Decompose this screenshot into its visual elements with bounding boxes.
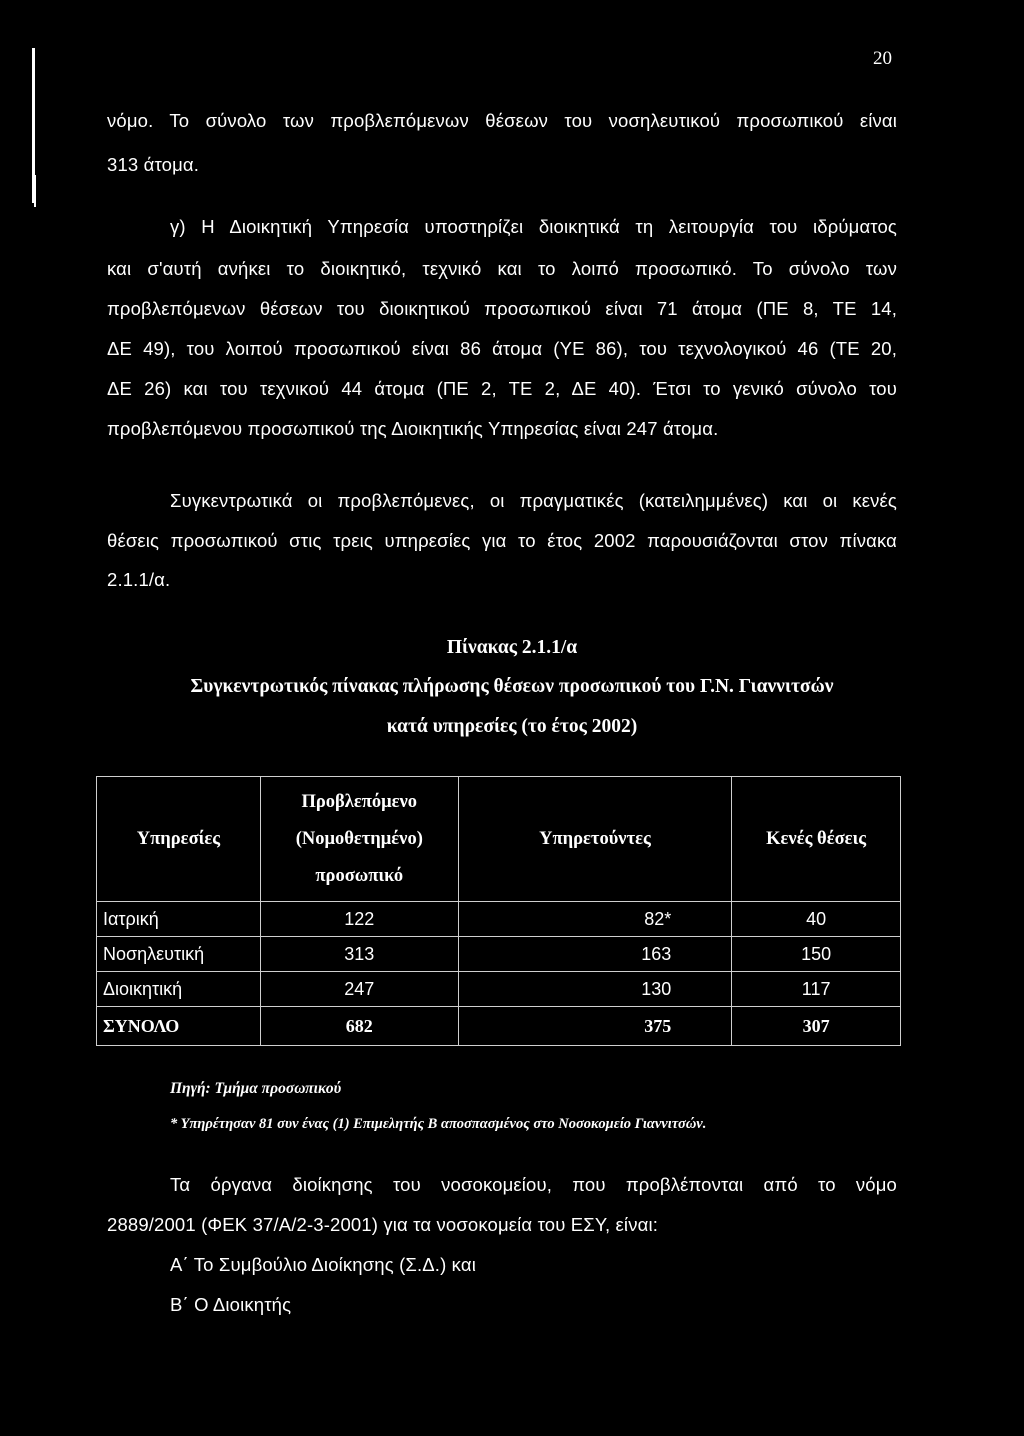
table-header-row (97, 777, 901, 902)
header-planned (260, 777, 458, 902)
paragraph-1-line-2: 313 άτομα. (107, 154, 200, 175)
header-serving: Υπηρετούντες (458, 777, 732, 902)
header-planned-line-2: (Νομοθετημένο) (295, 828, 423, 849)
cell-planned: 313 (260, 937, 458, 972)
table-total-row (97, 1007, 901, 1046)
cell-vacant: 40 (732, 902, 901, 937)
table-footnote: * Υπηρέτησαν 81 συν ένας (1) Επιμελητής Β αποσπασμένος στο Νοσοκομείο Γιαννιτσών. (170, 1116, 707, 1132)
closing-item-a: Α΄ Το Συμβούλιο Διοίκησης (Σ.Δ.) και (170, 1254, 476, 1275)
cell-total-vacant: 307 (732, 1007, 901, 1046)
cell-vacant: 150 (732, 937, 901, 972)
paragraph-3-line-2: θέσεις προσωπικού στις τρεις υπηρεσίες για το έτος 2002 παρουσιάζονται στον πίνακα (107, 530, 897, 551)
header-services: Υπηρεσίες (97, 777, 261, 902)
cell-service: Διοικητική (97, 972, 261, 1007)
table-label: Πίνακας 2.1.1/α (446, 637, 578, 658)
page-number: 20 (873, 48, 892, 69)
cell-service: Νοσηλευτική (97, 937, 261, 972)
closing-line-2: 2889/2001 (ΦΕΚ 37/Α/2-3-2001) για τα νοσοκομεία του ΕΣΥ, είναι: (107, 1214, 658, 1235)
table-source-note: Πηγή: Τμήμα προσωπικού (170, 1080, 342, 1097)
cell-serving: 130 (458, 972, 732, 1007)
cell-total-planned: 682 (260, 1007, 458, 1046)
cell-service: Ιατρική (97, 902, 261, 937)
cell-planned: 247 (260, 972, 458, 1007)
cell-total-label: ΣΥΝΟΛΟ (97, 1007, 261, 1046)
cell-vacant: 117 (732, 972, 901, 1007)
paragraph-2-line-4: ΔΕ 49), του λοιπού προσωπικού είναι 86 άτομα (ΥΕ 86), του τεχνολογικού 46 (ΤΕ 20, (107, 338, 897, 359)
paragraph-2-line-3: προβλεπόμενων θέσεων του διοικητικού προσωπικού είναι 71 άτομα (ΠΕ 8, ΤΕ 14, (107, 298, 897, 319)
staffing-table (96, 776, 901, 1046)
paragraph-2-line-2: και σ'αυτή ανήκει το διοικητικό, τεχνικό και το λοιπό προσωπικό. Το σύνολο των (107, 258, 897, 279)
cell-planned: 122 (260, 902, 458, 937)
table-title: Συγκεντρωτικός πίνακας πλήρωσης θέσεων προσωπικού του Γ.Ν. Γιαννιτσών (190, 676, 834, 697)
header-planned-line-1: Προβλεπόμενο (301, 791, 418, 812)
paragraph-2-line-5: ΔΕ 26) και του τεχνικού 44 άτομα (ΠΕ 2, ΤΕ 2, ΔΕ 40). Έτσι το γενικό σύνολο του (107, 378, 897, 399)
paragraph-2-line-6: προβλεπόμενου προσωπικού της Διοικητικής Υπηρεσίας είναι 247 άτομα. (107, 418, 719, 439)
paragraph-3-line-3: 2.1.1/α. (107, 569, 171, 590)
header-vacant: Κενές θέσεις (732, 777, 901, 902)
table-subtitle: κατά υπηρεσίες (το έτος 2002) (386, 716, 638, 737)
table-row (97, 937, 901, 972)
scan-edge-bar-bottom (34, 175, 36, 207)
paragraph-2-line-1: γ) Η Διοικητική Υπηρεσία υποστηρίζει διοικητικά τη λειτουργία του ιδρύματος (170, 216, 897, 237)
paragraph-3-line-1: Συγκεντρωτικά οι προβλεπόμενες, οι πραγματικές (κατειλημμένες) και οι κενές (170, 490, 897, 511)
table-row (97, 972, 901, 1007)
header-planned-line-3: προσωπικό (315, 865, 404, 886)
closing-item-b: Β΄ Ο Διοικητής (170, 1294, 292, 1315)
cell-total-serving: 375 (458, 1007, 732, 1046)
paragraph-1-line-1: νόμο. Το σύνολο των προβλεπόμενων θέσεων του νοσηλευτικού προσωπικού είναι (107, 110, 897, 131)
closing-line-1: Τα όργανα διοίκησης του νοσοκομείου, που προβλέπονται από το νόμο (170, 1174, 897, 1195)
cell-serving: 82* (458, 902, 732, 937)
table-row (97, 902, 901, 937)
cell-serving: 163 (458, 937, 732, 972)
